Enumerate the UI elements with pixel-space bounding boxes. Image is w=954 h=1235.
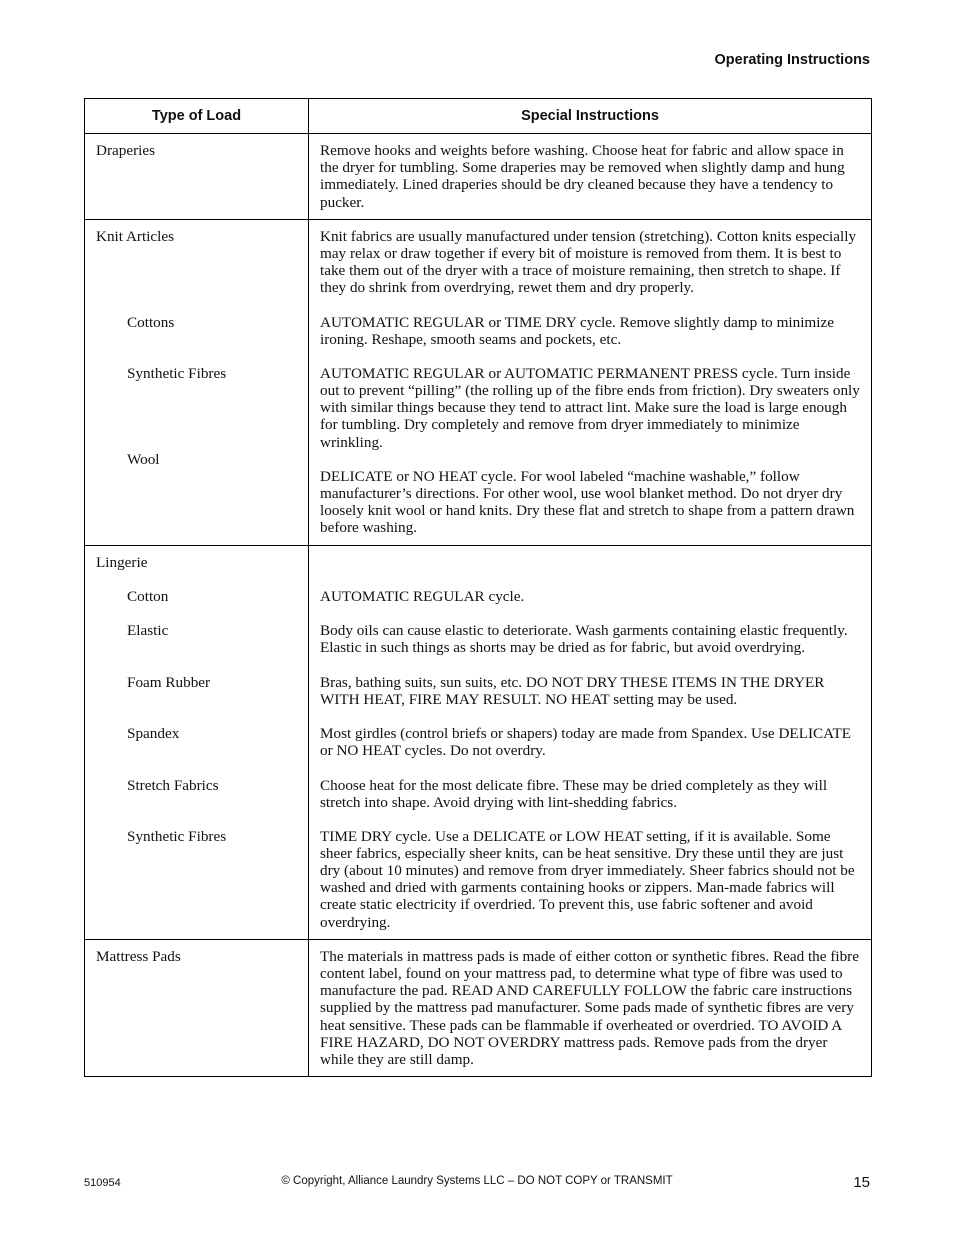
document-number: 510954 — [84, 1177, 121, 1189]
instructions-cell — [309, 939, 872, 1076]
load-type-draperies: Draperies — [96, 142, 156, 159]
table-row-lingerie — [85, 545, 872, 939]
instructions-mattress-pads: The materials in mattress pads is made of either cotton or synthetic fibres. Read the fibre content label, found on your mattress pad, to determine what type of fibre was used to manufacture the pad. READ AND CAREFULLY FOLLOW the fabric care instructions supplied by the mattress pad manufacturer. Some pads made of synthetic fibres are very heat sensitive. These pads can be flammable if overheated or overdried. TO AVOID A FIRE HAZARD, DO NOT OVERDRY mattress pads. Remove pads from the dryer while they are still damp. — [320, 947, 859, 1068]
instructions-lingerie-spandex: Most girdles (control briefs or shapers) today are made from Spandex. Use DELICATE or NO HEAT cycles. Do not overdry. — [320, 724, 851, 759]
instructions-lingerie-synthetic-fibres: TIME DRY cycle. Use a DELICATE or LOW HEAT setting, if it is available. Some sheer fabrics, especially sheer knits, can be heat sensitive. Dry these until they are just dry (about 10 minutes) and remove from dryer immediately. Sheer fabrics should not be washed and dried with garments containing hooks or zippers. Man-made fabrics will create static electricity if overdried. To prevent this, use fabric softener and avoid overdrying. — [320, 827, 855, 931]
column-header-type-of-load: Type of Load — [85, 99, 309, 134]
load-cell — [85, 939, 309, 1076]
load-subtype-lingerie-synthetic-fibres: Synthetic Fibres — [127, 827, 227, 845]
load-cell — [85, 134, 309, 220]
instructions-lingerie-stretch-fabrics: Choose heat for the most delicate fibre. These may be dried completely as they will stretch into shape. Avoid drying with lint-shedding fabrics. — [320, 776, 828, 811]
load-subtype-lingerie-spandex: Spandex — [127, 724, 180, 742]
column-header-special-instructions: Special Instructions — [309, 99, 872, 134]
load-cell — [85, 219, 309, 545]
instructions-lingerie-elastic: Body oils can cause elastic to deteriorate. Wash garments containing elastic frequently. Elastic in such things as shorts may be dried as for fabric, but avoid overdrying. — [320, 621, 848, 656]
instructions-cell — [309, 545, 872, 939]
instructions-lingerie-cotton: AUTOMATIC REGULAR cycle. — [320, 587, 525, 605]
load-subtype-knit-wool: Wool — [127, 450, 160, 468]
table-header-row — [85, 99, 872, 134]
load-subtype-knit-cottons: Cottons — [127, 313, 175, 331]
load-subtype-lingerie-cotton: Cotton — [127, 587, 169, 605]
instructions-draperies: Remove hooks and weights before washing. Choose heat for fabric and allow space in the dryer for tumbling. Some draperies may be removed when slightly damp and hung immediately. Lined draperies should be dry cleaned because they have a tendency to pucker. — [320, 142, 845, 211]
page-section-title: Operating Instructions — [714, 52, 870, 68]
table-row-mattress-pads — [85, 939, 872, 1076]
load-type-mattress-pads: Mattress Pads — [96, 947, 181, 965]
load-cell — [85, 545, 309, 939]
load-type-lingerie: Lingerie — [96, 553, 148, 571]
instructions-cell — [309, 134, 872, 220]
load-type-knit-articles: Knit Articles — [96, 227, 175, 245]
instructions-cell — [309, 219, 872, 545]
instructions-knit-wool: DELICATE or NO HEAT cycle. For wool labeled “machine washable,” follow manufacturer’s directions. For other wool, use wool blanket method. Do not dryer dry loosely knit wool or hand knits. Dry these flat and stretch to shape from a pattern drawn before washing. — [320, 467, 855, 537]
table-row-draperies — [85, 134, 872, 220]
load-subtype-knit-synthetic-fibres: Synthetic Fibres — [127, 364, 227, 382]
instructions-knit-articles: Knit fabrics are usually manufactured under tension (stretching). Cotton knits especially may relax or draw together if every bit of moisture is removed from them. It is best to take them out of the dryer with a trace of moisture remaining, then stretch to shape. If they do shrink from overdrying, rewet them and dry properly. — [320, 227, 857, 297]
instructions-lingerie-spacer — [320, 554, 860, 588]
load-subtype-lingerie-foam-rubber: Foam Rubber — [127, 673, 211, 691]
instructions-knit-cottons: AUTOMATIC REGULAR or TIME DRY cycle. Remove slightly damp to minimize ironing. Reshape, smooth seams and pockets, etc. — [320, 313, 834, 348]
page-number: 15 — [853, 1174, 870, 1191]
load-subtype-lingerie-elastic: Elastic — [127, 621, 169, 639]
copyright-notice: © Copyright, Alliance Laundry Systems LLC – DO NOT COPY or TRANSMIT — [281, 1175, 673, 1187]
load-subtype-lingerie-stretch-fabrics: Stretch Fabrics — [127, 776, 219, 794]
table-row-knit-articles — [85, 219, 872, 545]
instructions-lingerie-foam-rubber: Bras, bathing suits, sun suits, etc. DO NOT DRY THESE ITEMS IN THE DRYER WITH HEAT, FIRE MAY RESULT. NO HEAT setting may be used. — [320, 673, 825, 708]
instructions-knit-synthetic-fibres: AUTOMATIC REGULAR or AUTOMATIC PERMANENT PRESS cycle. Turn inside out to prevent “pilling” (the rolling up of the fibre ends from friction). Dry sweaters only with similar things because they tend to attract lint. Make sure the load is large enough for tumbling. Dry completely and remove from dryer immediately to minimize wrinkling. — [320, 364, 860, 451]
fabric-care-table — [84, 98, 872, 1077]
